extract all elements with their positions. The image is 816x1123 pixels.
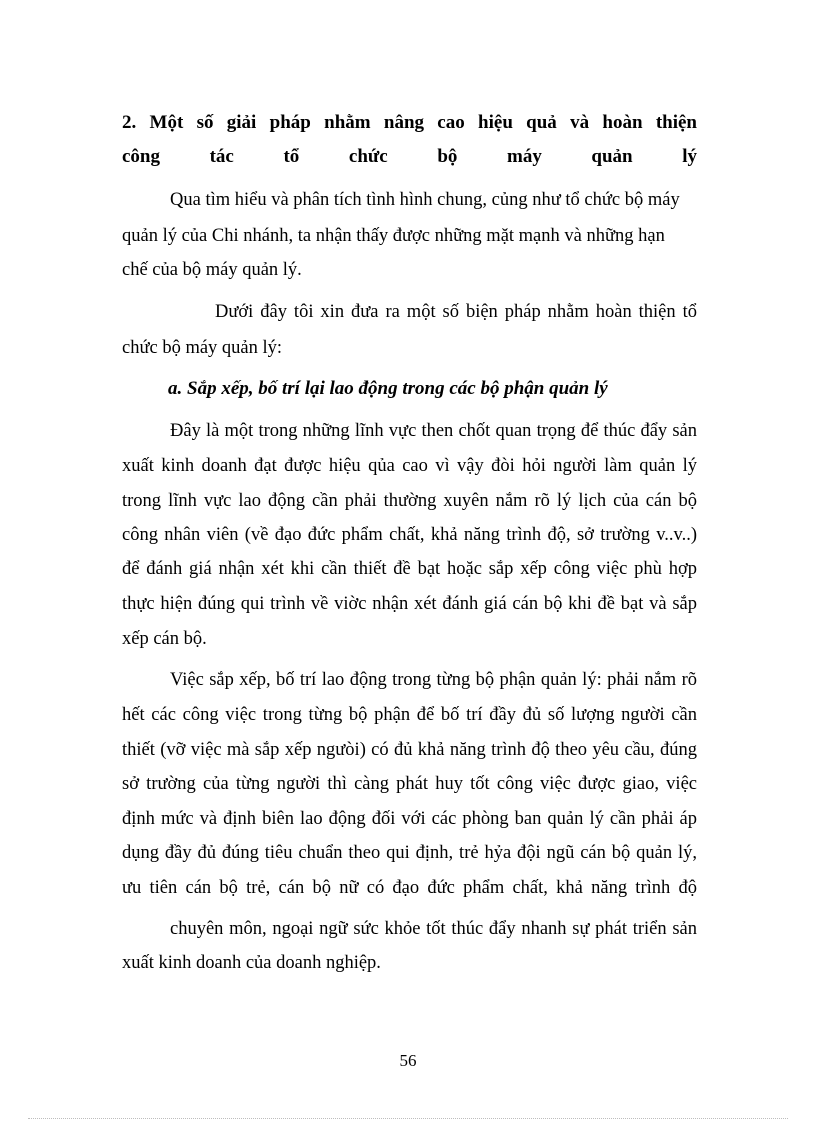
para1-line-1: Đây là một trong những lĩnh vực then chốt quan trọng để thúc đẩy sản <box>170 421 697 441</box>
proposal-line-2: chức bộ máy quản lý: <box>122 338 283 358</box>
intro-line-2: quản lý của Chi nhánh, ta nhận thấy được những mặt mạnh và những hạn <box>122 226 665 246</box>
para1-line-3: trong lĩnh vực lao động cần phải thường xuyên nắm rõ lý lịch của cán bộ <box>122 491 697 511</box>
section-heading-line-1: 2. Một số giải pháp nhằm nâng cao hiệu quả và hoàn thiện <box>122 112 697 133</box>
para2-line-3: thiết (vỡ việc mà sắp xếp ngưòi) có đủ khả năng trình độ theo yêu cầu, đúng <box>122 740 697 760</box>
para2-line-8: chuyên môn, ngoại ngữ sức khỏe tốt thúc đẩy nhanh sự phát triển sản <box>170 919 697 939</box>
proposal-line-1: Dưới đây tôi xin đưa ra một số biện pháp nhằm hoàn thiện tổ <box>215 302 697 322</box>
para1-line-2: xuất kinh doanh đạt được hiệu qủa cao vì vậy đòi hỏi người làm quản lý <box>122 456 697 476</box>
intro-line-1: Qua tìm hiểu và phân tích tình hình chung, củng như tổ chức bộ máy <box>170 190 680 210</box>
para1-line-6: thực hiện đúng qui trình về viờc nhận xét đánh giá cán bộ khi đề bạt và sắp <box>122 594 697 614</box>
page-number: 56 <box>399 1051 417 1070</box>
para2-line-2: hết các công việc trong từng bộ phận để bố trí đầy đủ số lượng người cần <box>122 705 697 725</box>
para2-line-7: ưu tiên cán bộ trẻ, cán bộ nữ có đạo đức phẩm chất, khả năng trình độ <box>122 878 697 898</box>
section-heading-line-2: công tác tổ chức bộ máy quản lý <box>122 146 697 167</box>
para2-line-4: sở trường của từng người thì càng phát huy tốt công việc được giao, việc <box>122 774 697 794</box>
para1-line-7: xếp cán bộ. <box>122 629 207 649</box>
subheading-a: a. Sắp xếp, bố trí lại lao động trong các bộ phận quản lý <box>168 378 608 399</box>
para2-line-5: định mức và định biên lao động đối với các phòng ban quản lý cần phải áp <box>122 809 697 829</box>
intro-line-3: chế của bộ máy quản lý. <box>122 260 302 280</box>
para2-line-6: dụng đầy đủ đúng tiêu chuẩn theo qui định, trẻ hỷa đội ngũ cán bộ quản lý, <box>122 843 697 863</box>
para1-line-5: để đánh giá nhận xét khi cần thiết đề bạt hoặc sắp xếp công việc phù hợp <box>122 559 697 579</box>
para2-line-9: xuất kinh doanh của doanh nghiệp. <box>122 953 381 973</box>
para1-line-4: công nhân viên (về đạo đức phẩm chất, khả năng trình độ, sở trường v..v..) <box>122 525 697 545</box>
page-bottom-border <box>28 1118 788 1119</box>
para2-line-1: Việc sắp xếp, bố trí lao động trong từng bộ phận quản lý: phải nắm rõ <box>170 670 697 690</box>
